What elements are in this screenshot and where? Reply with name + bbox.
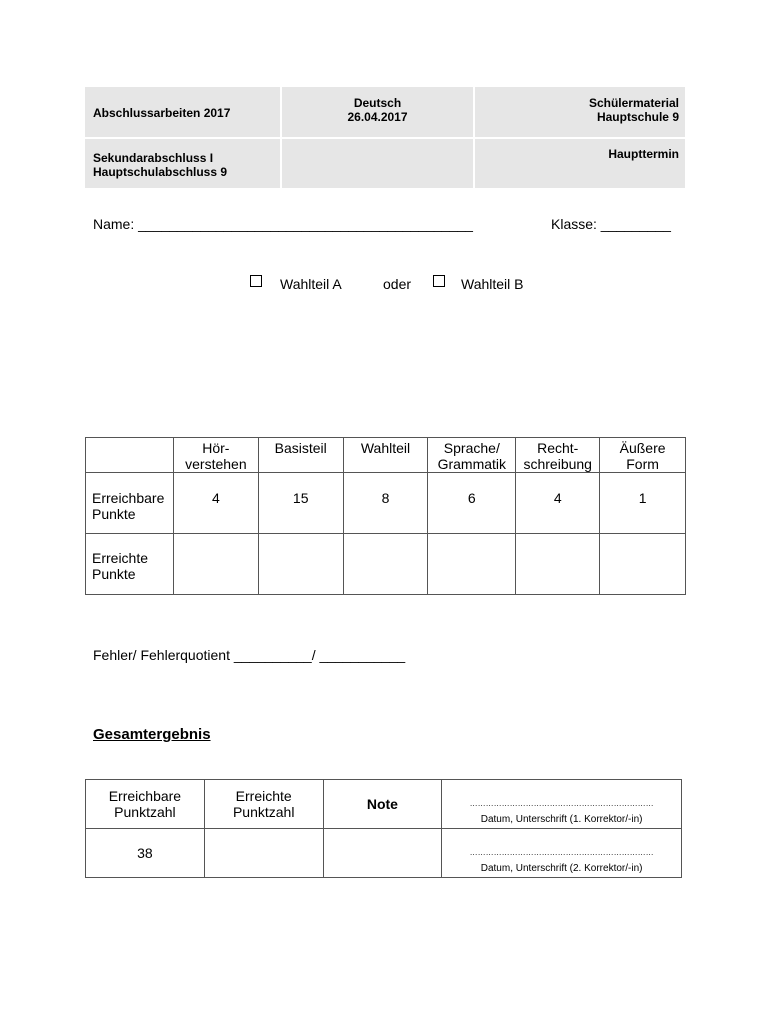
reachable-rechtschreibung: 4 [516, 473, 600, 534]
col-reachable-points: Erreichbare Punktzahl [86, 780, 205, 829]
signature-1-line: …………………………………………………………… [469, 799, 654, 808]
max-points-value: 38 [86, 829, 205, 878]
achieved-rechtschreibung-cell[interactable] [516, 534, 600, 595]
signature-1-caption: Datum, Unterschrift (1. Korrektor/-in) [480, 814, 643, 825]
exam-title: Abschlussarbeiten 2017 [93, 106, 231, 120]
subject: Deutsch [353, 96, 402, 110]
col-basisteil: Basisteil [258, 438, 343, 473]
reachable-hoerverstehen: 4 [173, 473, 258, 534]
oder-label: oder [383, 276, 412, 292]
signature-2-caption: Datum, Unterschrift (2. Korrektor/-in) [480, 863, 643, 874]
col-hoerverstehen: Hör- verstehen [173, 438, 258, 473]
achieved-sprache-grammatik-cell[interactable] [428, 534, 516, 595]
klasse-field[interactable]: Klasse: _________ [551, 216, 671, 232]
achieved-points-cell[interactable] [204, 829, 323, 878]
points-table [85, 437, 686, 595]
achieved-hoerverstehen-cell[interactable] [173, 534, 258, 595]
note-cell[interactable] [323, 829, 442, 878]
header-exam-title-cell [85, 87, 280, 137]
gesamtergebnis-heading: Gesamtergebnis [93, 726, 211, 743]
col-rechtschreibung: Recht- schreibung [516, 438, 600, 473]
level-line1: Sekundarabschluss I [93, 151, 214, 165]
reachable-basisteil: 15 [258, 473, 343, 534]
points-corner-cell [86, 438, 174, 473]
achieved-basisteil-cell[interactable] [258, 534, 343, 595]
level-line2: Hauptschulabschluss 9 [93, 165, 228, 179]
points-header-row [86, 438, 686, 473]
col-achieved-points: Erreichte Punktzahl [204, 780, 323, 829]
signature-1-cell[interactable] [442, 780, 682, 829]
header-subject-cell [282, 87, 473, 137]
material-line1: Schülermaterial [588, 96, 679, 110]
signature-2-cell[interactable] [442, 829, 682, 878]
header-material-cell [475, 87, 685, 137]
row-label-reachable: Erreichbare Punkte [86, 473, 174, 534]
total-table [85, 779, 682, 878]
total-value-row [86, 829, 682, 878]
material-line2: Hauptschule 9 [596, 110, 679, 124]
reachable-aeussere-form: 1 [600, 473, 686, 534]
exam-date: 26.04.2017 [347, 110, 408, 124]
col-aeussere-form: Äußere Form [600, 438, 686, 473]
points-achieved-row [86, 534, 686, 595]
name-field[interactable]: Name: ___________________________________________ [93, 216, 473, 232]
wahlteil-b-checkbox[interactable] [433, 275, 445, 287]
reachable-sprache-grammatik: 6 [428, 473, 516, 534]
col-note: Note [323, 780, 442, 829]
achieved-wahlteil-cell[interactable] [343, 534, 428, 595]
reachable-wahlteil: 8 [343, 473, 428, 534]
header-term-cell [475, 139, 685, 188]
col-sprache-grammatik: Sprache/ Grammatik [428, 438, 516, 473]
col-wahlteil: Wahlteil [343, 438, 428, 473]
fehlerquotient-field[interactable]: Fehler/ Fehlerquotient __________/ ___________ [93, 647, 406, 663]
points-reachable-row [86, 473, 686, 534]
wahlteil-a-label: Wahlteil A [280, 276, 342, 292]
wahlteil-a-checkbox[interactable] [250, 275, 262, 287]
row-label-achieved: Erreichte Punkte [86, 534, 174, 595]
term: Haupttermin [608, 147, 679, 161]
wahlteil-b-label: Wahlteil B [461, 276, 524, 292]
exam-header [85, 87, 685, 188]
total-header-row [86, 780, 682, 829]
header-level-cell [85, 139, 280, 188]
header-empty-cell [282, 139, 473, 188]
achieved-aeussere-form-cell[interactable] [600, 534, 686, 595]
signature-2-line: …………………………………………………………… [469, 848, 654, 857]
